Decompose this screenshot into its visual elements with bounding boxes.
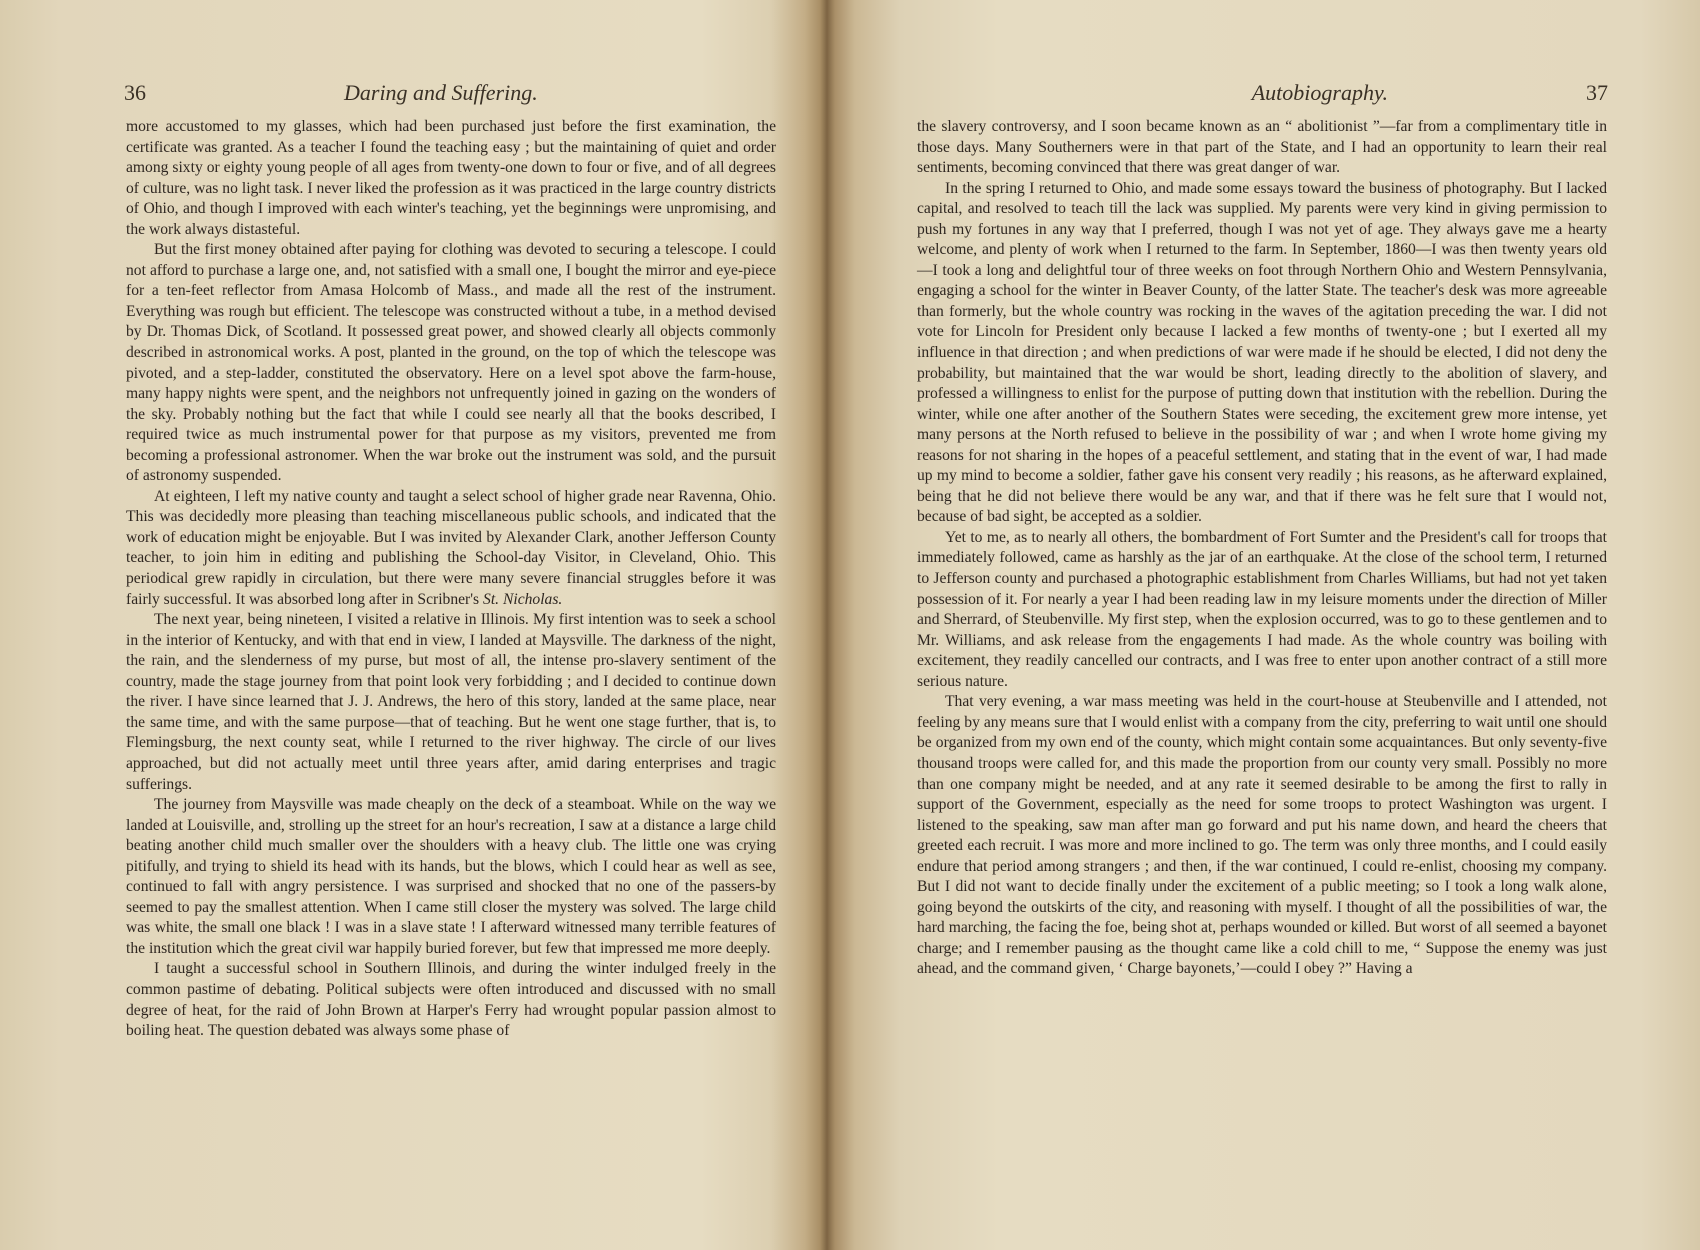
- right-page-number: 37: [1586, 80, 1608, 105]
- left-page: [0, 0, 825, 1250]
- paragraph: [126, 487, 776, 610]
- paragraph: the slavery controversy, and I soon became known as an “ abolitionist ”—far from a complimentary title in those days. Many Southerners were in that part of the State, and I had an opportunity to learn their real sentiments, becoming convinced that there was great danger of war.: [917, 118, 1607, 177]
- left-page-number: 36: [124, 80, 146, 105]
- paragraph: more accustomed to my glasses, which had been purchased just before the first examination, the certificate was granted. As a teacher I found the teaching easy ; but the maintaining of quiet and order among sixty or eighty young people of all ages from twenty-one down to four or five, and of all degrees of culture, was no light task. I never liked the profession as it was practiced in the large country districts of Ohio, and though I improved with each winter's teaching, yet the beginnings were unpromising, and the work always distasteful.: [126, 118, 776, 238]
- right-running-head: Autobiography.: [1251, 80, 1388, 105]
- right-page-header: [915, 80, 1608, 108]
- left-running-head: Daring and Suffering.: [344, 80, 538, 105]
- right-page-text: [917, 117, 1607, 980]
- paragraph: Yet to me, as to nearly all others, the bombardment of Fort Sumter and the President's call for troops that immediately followed, came as harshly as the jar of an earthquake. At the close of the school term, I returned to Jefferson county and purchased a photographic establishment from Charles Williams, but had not yet taken possession of it. For nearly a year I had been reading law in my leisure moments under the direction of Miller and Sherrard, of Steubenville. My first step, when the explosion occurred, was to go to these gentlemen and to Mr. Williams, and ask release from the engagements I had made. As the whole country was boiling with excitement, they readily cancelled our contracts, and I was free to enter upon another contract of a still more serious nature.: [917, 528, 1607, 690]
- paragraph: I taught a successful school in Southern Illinois, and during the winter indulged freely in the common pastime of debating. Political subjects were often introduced and discussed with no small degree of heat, for the raid of John Brown at Harper's Ferry had wrought popular passion almost to boiling heat. The question debated was always some phase of: [126, 960, 776, 1040]
- right-page: [830, 0, 1700, 1250]
- paragraph-text: At eighteen, I left my native county and taught a select school of higher grade near Ravenna, Ohio. This was decidedly more pleasing than teaching miscellaneous public schools, and indicated that the work of education might be enjoyable. But I was invited by Alexander Clark, another Jefferson County teacher, to join him in editing and publishing the School-day Visitor, in Cleveland, Ohio. This periodical grew rapidly in circulation, but there were many severe financial struggles before it was fairly successful. It was absorbed long after in Scribner's: [126, 487, 776, 608]
- italic-title: St. Nicholas.: [483, 590, 563, 608]
- paragraph: That very evening, a war mass meeting was held in the court-house at Steubenville and I attended, not feeling by any means sure that I would enlist with a company from the city, preferring to wait until one should be organized from my own end of the county, which might contain some acquaintances. But only seventy-five thousand troops were called for, and this made the proportion from our county very small. Possibly no more than one company might be needed, and at any rate it seemed desirable to be among the first to rally in support of the Government, especially as the need for some troops to protect Washington was urgent. I listened to the speaking, saw man after man go forward and put his name down, and heard the cheers that greeted each recruit. I was more and more inclined to go. The term was only three months, and I could easily endure that period among strangers ; and then, if the war continued, I could re-enlist, choosing my company. But I did not want to decide finally under the excitement of a public meeting; so I took a long walk alone, going beyond the outskirts of the city, and reasoning with myself. I thought of all the possibilities of war, the hard marching, the facing the foe, being shot at, perhaps wounded or killed. But worst of all seemed a bayonet charge; and I remember pausing as the thought came like a cold chill to me, “ Suppose the enemy was just ahead, and the command given, ‘ Charge bayonets,’—could I obey ?” Having a: [917, 693, 1607, 978]
- left-page-header: [124, 80, 780, 108]
- paragraph: The journey from Maysville was made cheaply on the deck of a steamboat. While on the way we landed at Louisville, and, strolling up the street for an hour's recreation, I saw at a distance a large child beating another child much smaller over the shoulders with a heavy club. The little one was crying pitifully, and trying to shield its head with its hands, but the blows, which I could hear as well as see, continued to fall with angry persistence. I was surprised and shocked that no one of the passers-by seemed to pay the smallest attention. When I came still closer the mystery was solved. The large child was white, the small one black ! I was in a slave state ! I afterward witnessed many terrible features of the institution which the great civil war happily buried forever, but few that impressed me more deeply.: [126, 796, 776, 957]
- paragraph: But the first money obtained after paying for clothing was devoted to securing a telescope. I could not afford to purchase a large one, and, not satisfied with a small one, I bought the mirror and eye-piece for a ten-feet reflector from Amasa Holcomb of Mass., and made all the rest of the instrument. Everything was rough but efficient. The telescope was constructed without a tube, in a method devised by Dr. Thomas Dick, of Scotland. It possessed great power, and showed clearly all objects commonly described in astronomical works. A post, planted in the ground, on the top of which the telescope was pivoted, and a step-ladder, constituted the observatory. Here on a level spot above the farm-house, many happy nights were spent, and the neighbors not unfrequently joined in gazing on the wonders of the sky. Probably nothing but the fact that while I could see nearly all that the books described, I required twice as much instrumental power for that purpose as my visitors, prevented me from becoming a professional astronomer. When the war broke out the instrument was sold, and the pursuit of astronomy suspended.: [126, 241, 776, 485]
- left-page-text: [126, 117, 776, 1042]
- paragraph: The next year, being nineteen, I visited a relative in Illinois. My first intention was to seek a school in the interior of Kentucky, and with that end in view, I landed at Maysville. The darkness of the night, the rain, and the slenderness of my purse, but most of all, the intense pro-slavery sentiment of the country, made the stage journey from that point look very forbidding ; and I decided to continue down the river. I have since learned that J. J. Andrews, the hero of this story, landed at the same place, near the same time, and with the same purpose—that of teaching. But he went one stage further, that is, to Flemingsburg, the next county seat, while I returned to the river highway. The circle of our lives approached, but did not actually meet until three years after, amid daring enterprises and tragic sufferings.: [126, 611, 776, 793]
- paragraph: In the spring I returned to Ohio, and made some essays toward the business of photography. But I lacked capital, and resolved to teach till the lack was supplied. My parents were very kind in giving permission to push my fortunes in any way that I preferred, though I was not yet of age. They always gave me a hearty welcome, and plenty of work when I returned to the farm. In September, 1860—I was then twenty years old —I took a long and delightful tour of three weeks on foot through Northern Ohio and Western Pennsylvania, engaging a school for the winter in Beaver County, of the latter State. The teacher's desk was more agreeable than formerly, but the whole country was rocking in the waves of the agitation preceding the war. I did not vote for Lincoln for President only because I lacked a few months of twenty-one ; but I exerted all my influence in that direction ; and when predictions of war were made if he should be elected, I did not deny the probability, but maintained that the war would be short, leading directly to the abolition of slavery, and professed a willingness to enlist for the purpose of putting down that institution with the rebellion. During the winter, while one after another of the Southern States were seceding, the excitement grew more intense, yet many persons at the North refused to believe in the possibility of war ; and when I wrote home giving my reasons for not sharing in the hopes of a peaceful settlement, and stating that in the event of war, I had made up my mind to become a soldier, father gave his consent very readily ; his reasons, as he afterward explained, being that he did not believe there would be any war, and that if there was he felt sure that I would not, because of bad sight, be accepted as a soldier.: [917, 179, 1607, 526]
